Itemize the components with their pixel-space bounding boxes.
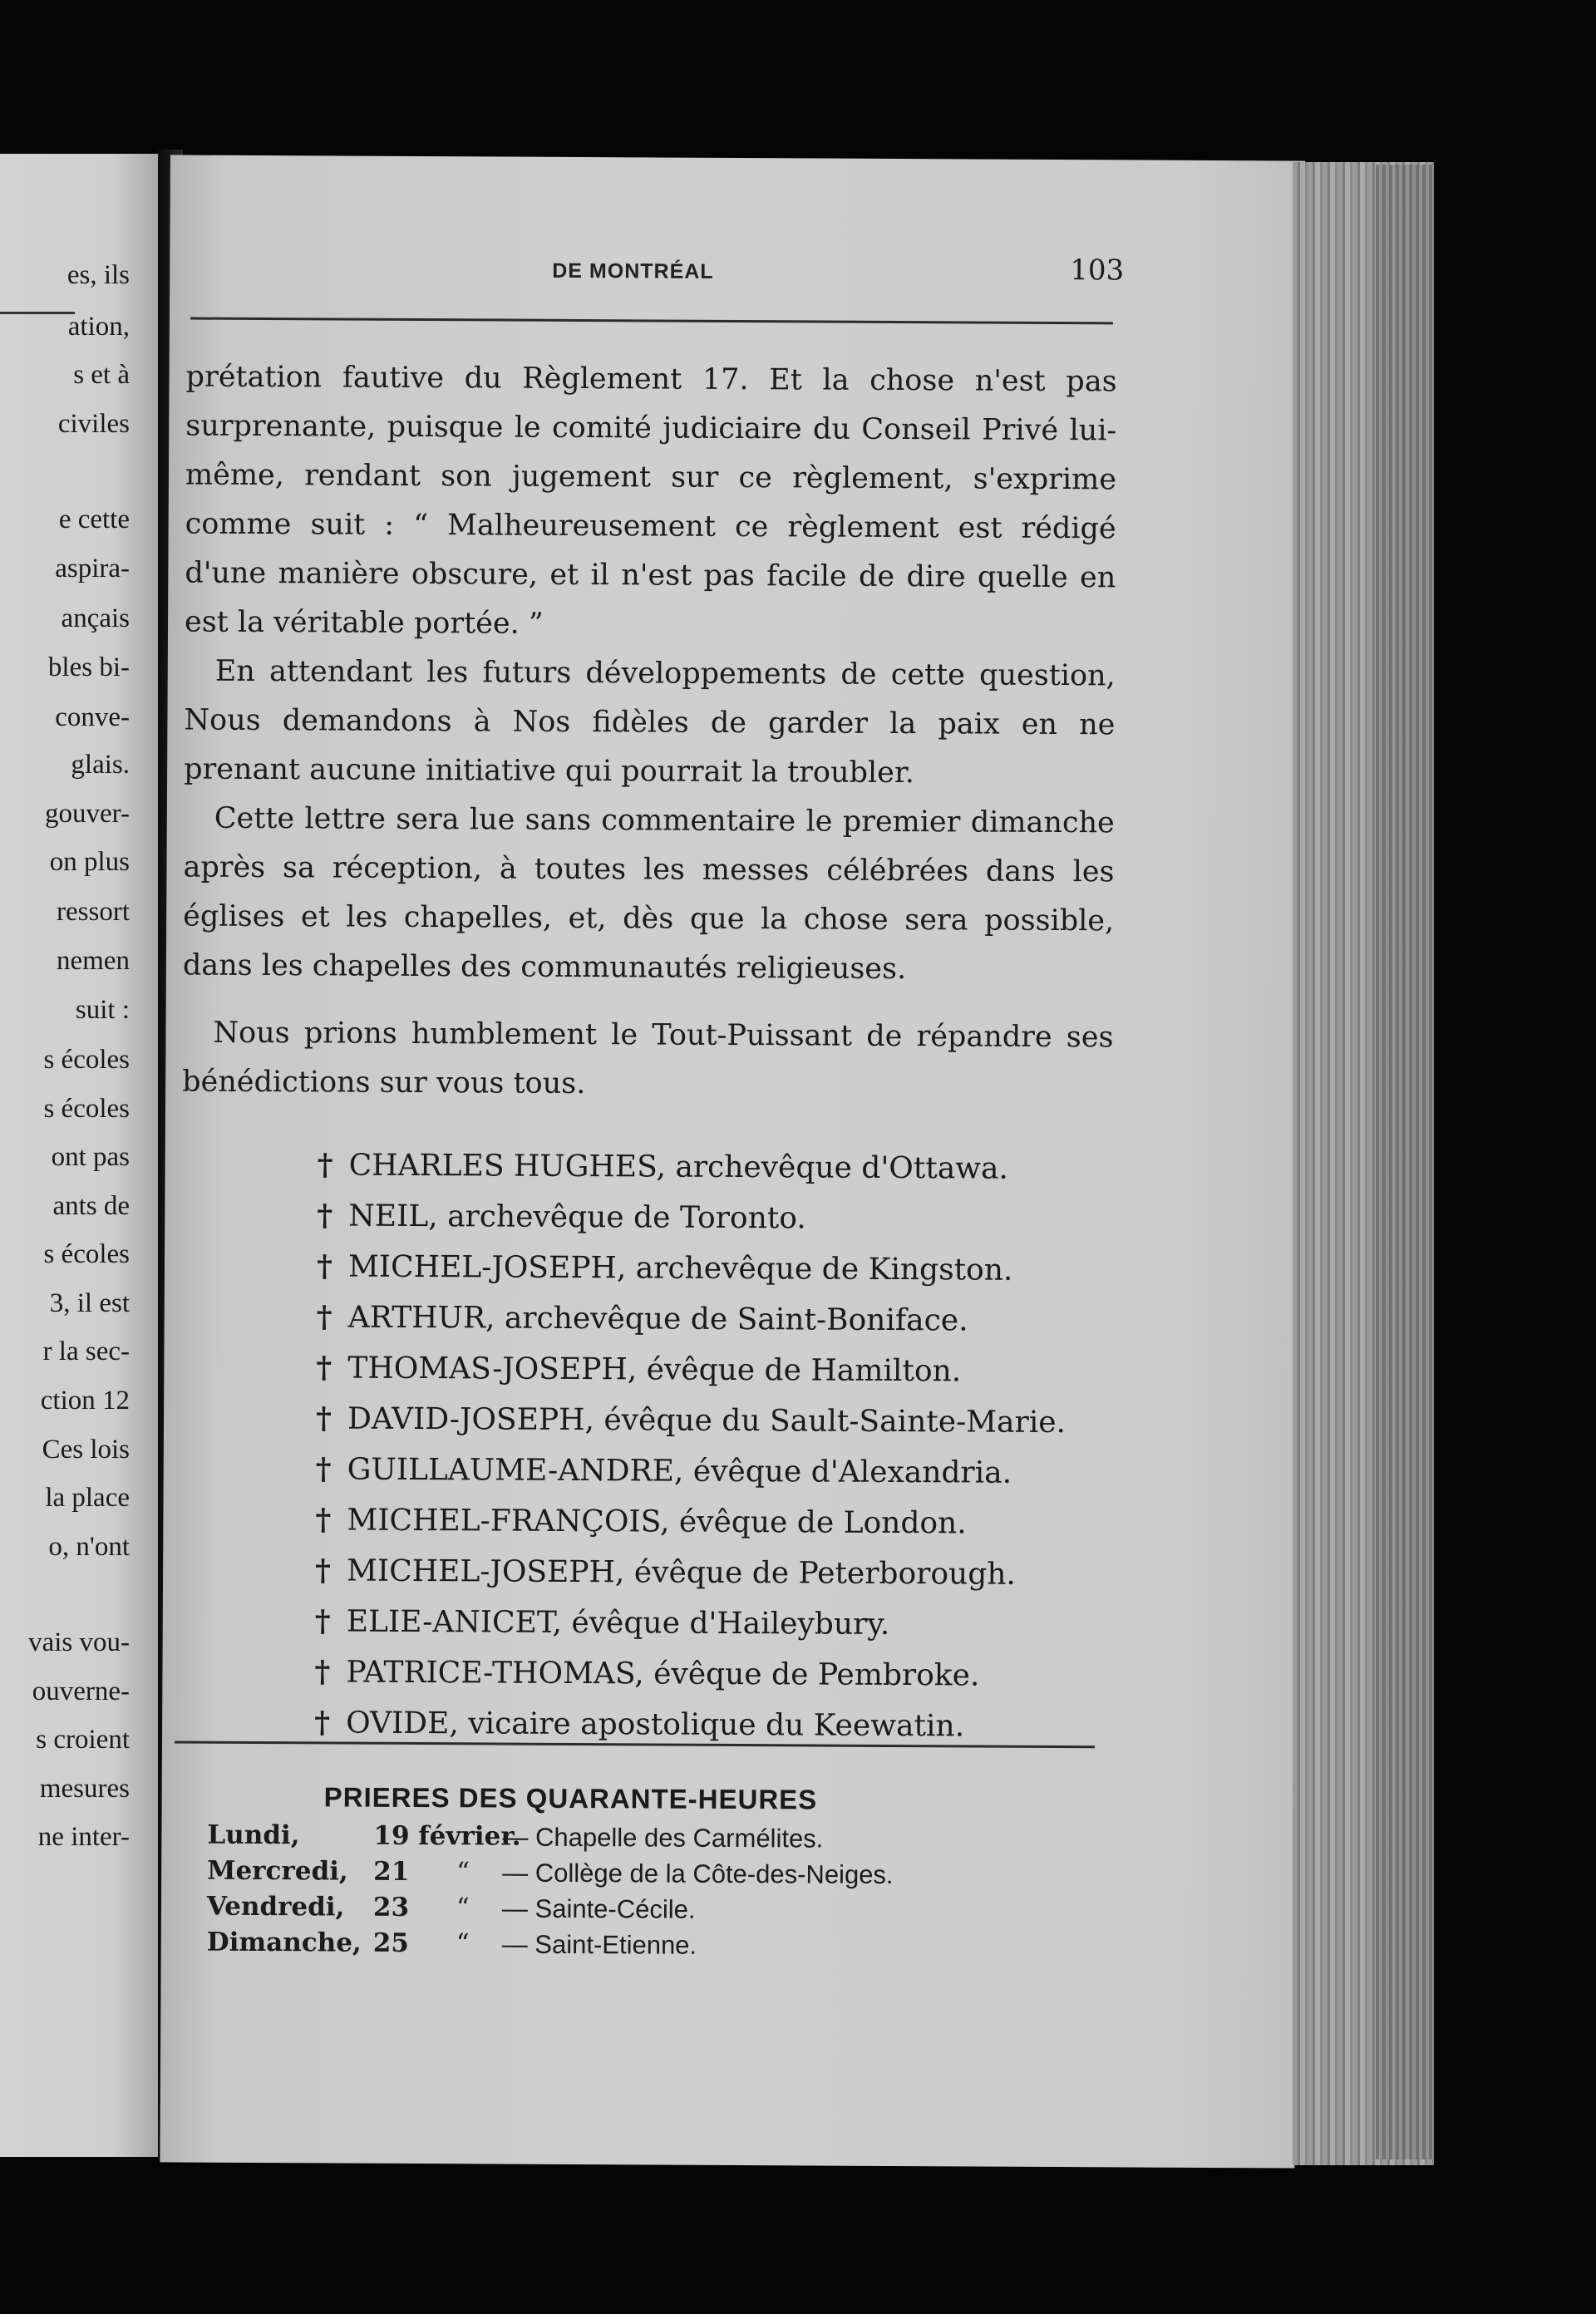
schedule-place: — Collège de la Côte-des-Neiges.: [502, 1858, 894, 1890]
left-page-line: ation,: [67, 311, 130, 342]
left-page-line: ançais: [61, 603, 130, 634]
cross-icon: †: [316, 1248, 332, 1284]
left-page-line: s écoles: [43, 1044, 130, 1075]
signatory-title: archevêque de Toronto.: [447, 1199, 806, 1236]
signatory-name: MICHEL-FRANÇOIS,: [347, 1503, 670, 1539]
left-page-line: vais vou-: [28, 1627, 130, 1658]
signature-line: [317, 1241, 1066, 1296]
paragraph-2: En attendant les futurs développements de cette question, Nous demandons à Nos fidèles de garder la paix en ne prenant aucune initiative qui pourrait la troubler.: [184, 654, 1116, 790]
signatory-title: évêque de Hamilton.: [646, 1352, 962, 1389]
left-page-line: suit :: [75, 994, 130, 1025]
signature-line: [316, 1393, 1066, 1448]
signatory-name: ARTHUR,: [347, 1300, 495, 1336]
signatory-name: MICHEL-JOSEPH,: [346, 1553, 625, 1590]
schedule-place: — Saint-Etienne.: [501, 1929, 697, 1960]
left-page-line: s écoles: [43, 1093, 130, 1124]
signature-line: [317, 1190, 1066, 1245]
signatory-name: MICHEL-JOSEPH,: [347, 1249, 627, 1286]
signature-line: [317, 1292, 1066, 1347]
left-page-line: aspira-: [55, 553, 130, 583]
schedule-ditto: “: [456, 1893, 470, 1923]
signatory-name: CHARLES HUGHES,: [348, 1148, 667, 1184]
schedule-day: Mercredi,: [207, 1855, 348, 1887]
left-page-line: ont pas: [51, 1142, 130, 1173]
signature-list: [314, 1140, 1067, 1752]
signatory-title: évêque d'Alexandria.: [692, 1454, 1012, 1490]
left-page-line: s et à: [73, 360, 130, 391]
cross-icon: †: [314, 1654, 331, 1690]
left-page-line: on plus: [49, 847, 130, 878]
left-page-line: gouver-: [45, 798, 130, 829]
paragraph-1: prétation fautive du Règlement 17. Et la chose n'est pas surprenante, puisque le comité judiciaire du Conseil Privé lui-même, rendant son jugement sur ce règlement, s'exprime comme suit : “ Malheureusement ce règlement est rédigé d'une manière obscure, et il n'est pas facile de dire quelle en est la véritable portée. ”: [184, 360, 1117, 641]
left-page-line: nemen: [57, 946, 130, 976]
signatory-title: évêque de London.: [678, 1504, 967, 1541]
left-facing-page: [0, 154, 158, 2157]
left-page-line: es, ils: [66, 259, 130, 290]
cross-icon: †: [314, 1553, 332, 1588]
left-page-line: bles bi-: [47, 652, 130, 682]
signatory-name: ELIE-ANICET,: [346, 1604, 563, 1640]
paragraph-3: Cette lettre sera lue sans commentaire le premier dimanche après sa réception, à toutes les messes célébrées dans les églises et les chapelles, et, dès que la chose sera possible, dans les chapelles des communautés religieuses.: [182, 801, 1115, 987]
cross-icon: †: [317, 1198, 333, 1233]
signatory-name: PATRICE-THOMAS,: [346, 1655, 644, 1691]
signature-line: [315, 1494, 1065, 1549]
schedule-date: 19 février.: [373, 1820, 521, 1852]
signatory-title: évêque du Sault-Sainte-Marie.: [603, 1403, 1066, 1440]
signatory-title: évêque de Peterborough.: [633, 1555, 1017, 1592]
cross-icon: †: [315, 1451, 332, 1487]
cross-icon: †: [315, 1401, 332, 1436]
quarante-heures-title: PRIERES DES QUARANTE-HEURES: [323, 1781, 818, 1815]
signature-line: [315, 1596, 1065, 1651]
left-page-line: glais.: [71, 749, 130, 780]
left-page-line: ne inter-: [37, 1822, 130, 1853]
signatory-title: archevêque de Kingston.: [635, 1251, 1013, 1287]
header-rule: [190, 318, 1113, 325]
signatory-name: NEIL,: [348, 1199, 438, 1234]
left-page-line: Ces lois: [42, 1434, 130, 1465]
page-edges-shadow: [1376, 165, 1434, 2159]
signature-line: [316, 1444, 1066, 1499]
paragraph-4: Nous prions humblement le Tout-Puissant de répandre ses bénédictions sur vous tous.: [182, 1016, 1114, 1101]
cross-icon: †: [315, 1502, 332, 1538]
cross-icon: †: [316, 1299, 332, 1335]
left-page-line: civiles: [57, 408, 130, 439]
schedule-place: — Chapelle des Carmélites.: [502, 1822, 824, 1854]
left-page-line: s croient: [36, 1725, 130, 1755]
page-number: 103: [1070, 254, 1125, 288]
schedule-date: 25: [372, 1928, 409, 1958]
signature-line: [316, 1342, 1066, 1397]
left-page-line: ressort: [57, 897, 130, 928]
left-page-line: r la sec-: [42, 1337, 130, 1367]
signature-line: [314, 1647, 1064, 1701]
signatory-title: archevêque de Saint-Boniface.: [504, 1301, 968, 1338]
schedule-day: Lundi,: [207, 1819, 300, 1851]
left-page-line: ants de: [52, 1190, 130, 1221]
left-page-line: conve-: [55, 702, 130, 733]
left-page-line: e cette: [58, 505, 130, 535]
signature-line: [315, 1545, 1065, 1600]
schedule-ditto: “: [456, 1928, 470, 1959]
signatory-title: archevêque d'Ottawa.: [675, 1150, 1009, 1186]
signatory-title: évêque d'Haileybury.: [571, 1605, 890, 1642]
left-page-line: ction 12: [40, 1385, 130, 1415]
signatory-title: vicaire apostolique du Keewatin.: [468, 1706, 965, 1744]
left-page-line: s écoles: [43, 1239, 130, 1270]
schedule-place: — Sainte-Cécile.: [501, 1893, 696, 1924]
cross-icon: †: [317, 1147, 333, 1183]
left-page-line: ouverne-: [32, 1676, 130, 1706]
schedule-day: Dimanche,: [206, 1927, 362, 1958]
signatory-name: GUILLAUME-ANDRE,: [347, 1452, 684, 1489]
cross-icon: †: [316, 1350, 332, 1386]
left-page-line: mesures: [39, 1773, 130, 1804]
body-text: [182, 353, 1117, 1112]
signatory-title: évêque de Pembroke.: [653, 1657, 980, 1693]
quarante-heures-schedule: [206, 1818, 894, 1961]
left-page-line: 3, il est: [49, 1287, 130, 1318]
schedule-date: 21: [373, 1856, 410, 1887]
cross-icon: †: [314, 1705, 331, 1740]
signature-line: [317, 1140, 1066, 1194]
left-page-line: la place: [45, 1483, 130, 1514]
schedule-ditto: “: [456, 1857, 470, 1888]
signatory-name: DAVID-JOSEPH,: [347, 1401, 595, 1438]
running-head: DE MONTRÉAL: [552, 258, 714, 283]
signatory-name: THOMAS-JOSEPH,: [347, 1351, 638, 1387]
left-page-rule: [0, 312, 75, 314]
signatory-name: OVIDE,: [346, 1706, 459, 1741]
left-page-line: o, n'ont: [48, 1531, 130, 1562]
schedule-date: 23: [372, 1892, 410, 1923]
cross-icon: †: [314, 1603, 331, 1639]
page-103: [160, 155, 1305, 2168]
schedule-day: Vendredi,: [206, 1891, 345, 1923]
